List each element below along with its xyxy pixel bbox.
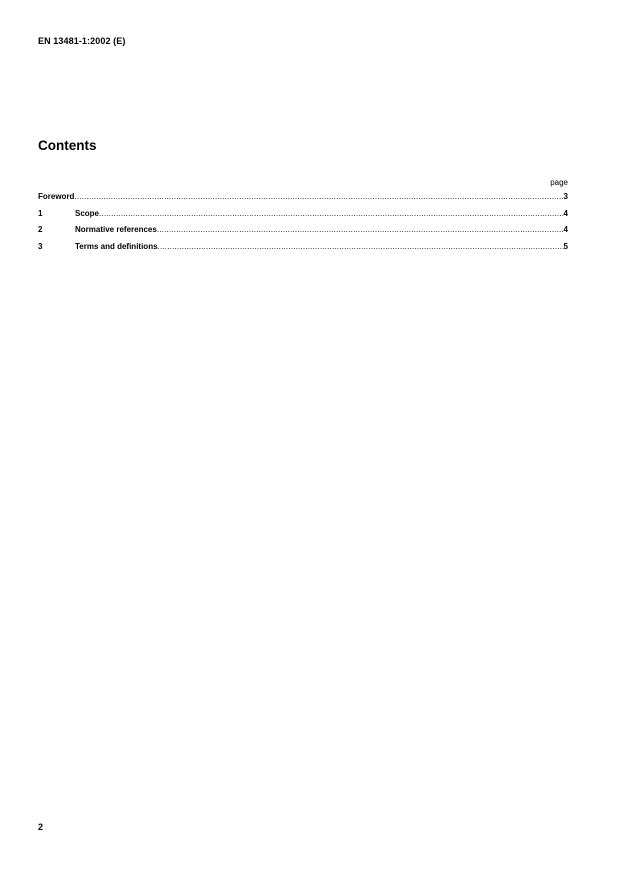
toc-entry-terms-and-definitions[interactable] [38,242,568,259]
toc-dot-leader [74,192,563,201]
toc-entry-page: 3 [563,192,568,201]
toc-entry-page: 5 [563,241,568,251]
contents-heading: Contents [38,138,97,153]
toc-entry-number: 2 [38,225,43,234]
toc-entry-number: 1 [38,208,43,218]
toc-entry-title: Normative references [75,225,157,234]
toc-entry-foreword[interactable] [38,192,568,209]
toc-entry-page: 4 [563,225,568,234]
toc-entry-title: Terms and definitions [75,241,158,251]
toc-entry-scope[interactable] [38,209,568,226]
toc-dot-leader [157,225,564,234]
toc-entry-number: 3 [38,241,43,251]
page-number: 2 [38,822,44,832]
toc-dot-leader [158,242,564,251]
toc-entry-title: Scope [75,208,100,218]
toc-entry-page: 4 [563,208,568,218]
document-header-id: EN 13481-1:2002 (E) [38,36,126,46]
table-of-contents [38,192,568,258]
page-column-label: page [550,178,568,187]
toc-entry-normative-references[interactable] [38,225,568,242]
toc-dot-leader [99,209,564,218]
toc-entry-title: Foreword [38,192,75,201]
